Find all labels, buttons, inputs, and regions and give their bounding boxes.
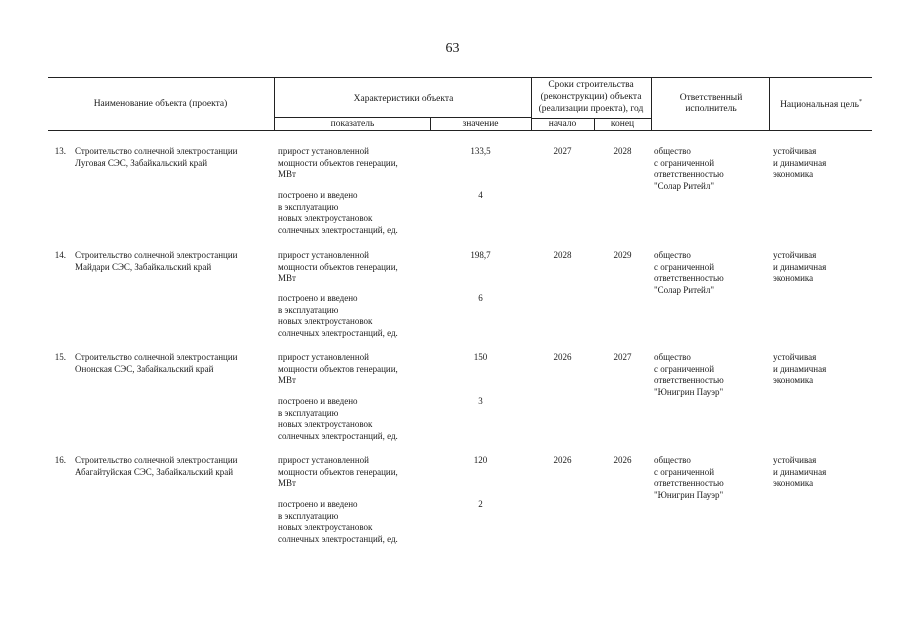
value-capacity: 120	[473, 455, 488, 465]
indicator-units: построено и введено в эксплуатацию новых электроустановок солнечных электростанций, ед.	[278, 293, 398, 338]
responsible-executor: общество с ограниченной ответственностью "Юнигрин Пауэр"	[654, 455, 724, 500]
indicator-capacity: прирост установленной мощности объектов генерации, МВт	[278, 352, 398, 385]
header-goal	[770, 99, 872, 111]
start-year: 2027	[553, 146, 572, 156]
responsible-executor: общество с ограниченной ответственностью "Солар Ритейл"	[654, 146, 724, 191]
subheader-rule-characteristics	[275, 117, 531, 118]
row-number: 15.	[54, 352, 66, 362]
page-number: 63	[445, 41, 460, 56]
object-name: Строительство солнечной электростанции Ононская СЭС, Забайкальский край	[75, 352, 238, 374]
row-number: 14.	[54, 250, 66, 260]
header-responsible: Ответственный исполнитель	[679, 93, 743, 114]
value-units: 6	[478, 293, 483, 303]
object-name: Строительство солнечной электростанции Абагайтуйская СЭС, Забайкальский край	[75, 455, 238, 477]
end-year: 2028	[613, 146, 632, 156]
national-goal: устойчивая и динамичная экономика	[773, 352, 827, 385]
header-goal-footnote-mark: *	[858, 98, 862, 105]
responsible-executor: общество с ограниченной ответственностью "Солар Ритейл"	[654, 250, 724, 295]
indicator-units: построено и введено в эксплуатацию новых электроустановок солнечных электростанций, ед.	[278, 396, 398, 441]
header-start: начало	[548, 119, 577, 129]
header-value: значение	[462, 119, 499, 129]
row-number: 16.	[54, 455, 66, 465]
value-units: 4	[478, 190, 483, 200]
value-capacity: 133,5	[470, 146, 491, 156]
indicator-capacity: прирост установленной мощности объектов генерации, МВт	[278, 250, 398, 283]
header-indicator: показатель	[330, 119, 375, 129]
row-number: 13.	[54, 146, 66, 156]
table-top-rule	[48, 77, 872, 78]
header-end: конец	[610, 119, 635, 129]
header-goal-label: Национальная цель	[780, 100, 859, 110]
end-year: 2026	[613, 455, 632, 465]
indicator-capacity: прирост установленной мощности объектов генерации, МВт	[278, 455, 398, 488]
end-year: 2029	[613, 250, 632, 260]
start-year: 2028	[553, 250, 572, 260]
header-name: Наименование объекта (проекта)	[93, 99, 228, 109]
value-units: 3	[478, 396, 483, 406]
national-goal: устойчивая и динамичная экономика	[773, 250, 827, 283]
header-bottom-rule	[48, 130, 872, 131]
object-name: Строительство солнечной электростанции Луговая СЭС, Забайкальский край	[75, 146, 238, 168]
end-year: 2027	[613, 352, 632, 362]
start-year: 2026	[553, 352, 572, 362]
header-characteristics: Характеристики объекта	[353, 94, 454, 104]
responsible-executor: общество с ограниченной ответственностью "Юнигрин Пауэр"	[654, 352, 724, 397]
start-year: 2026	[553, 455, 572, 465]
value-capacity: 198,7	[470, 250, 491, 260]
value-units: 2	[478, 499, 483, 509]
national-goal: устойчивая и динамичная экономика	[773, 146, 827, 179]
indicator-capacity: прирост установленной мощности объектов генерации, МВт	[278, 146, 398, 179]
header-terms: Сроки строительства (реконструкции) объекта (реализации проекта), год	[538, 80, 644, 114]
indicator-units: построено и введено в эксплуатацию новых электроустановок солнечных электростанций, ед.	[278, 190, 398, 235]
indicator-units: построено и введено в эксплуатацию новых электроустановок солнечных электростанций, ед.	[278, 499, 398, 544]
value-capacity: 150	[473, 352, 488, 362]
object-name: Строительство солнечной электростанции Майдари СЭС, Забайкальский край	[75, 250, 238, 272]
national-goal: устойчивая и динамичная экономика	[773, 455, 827, 488]
